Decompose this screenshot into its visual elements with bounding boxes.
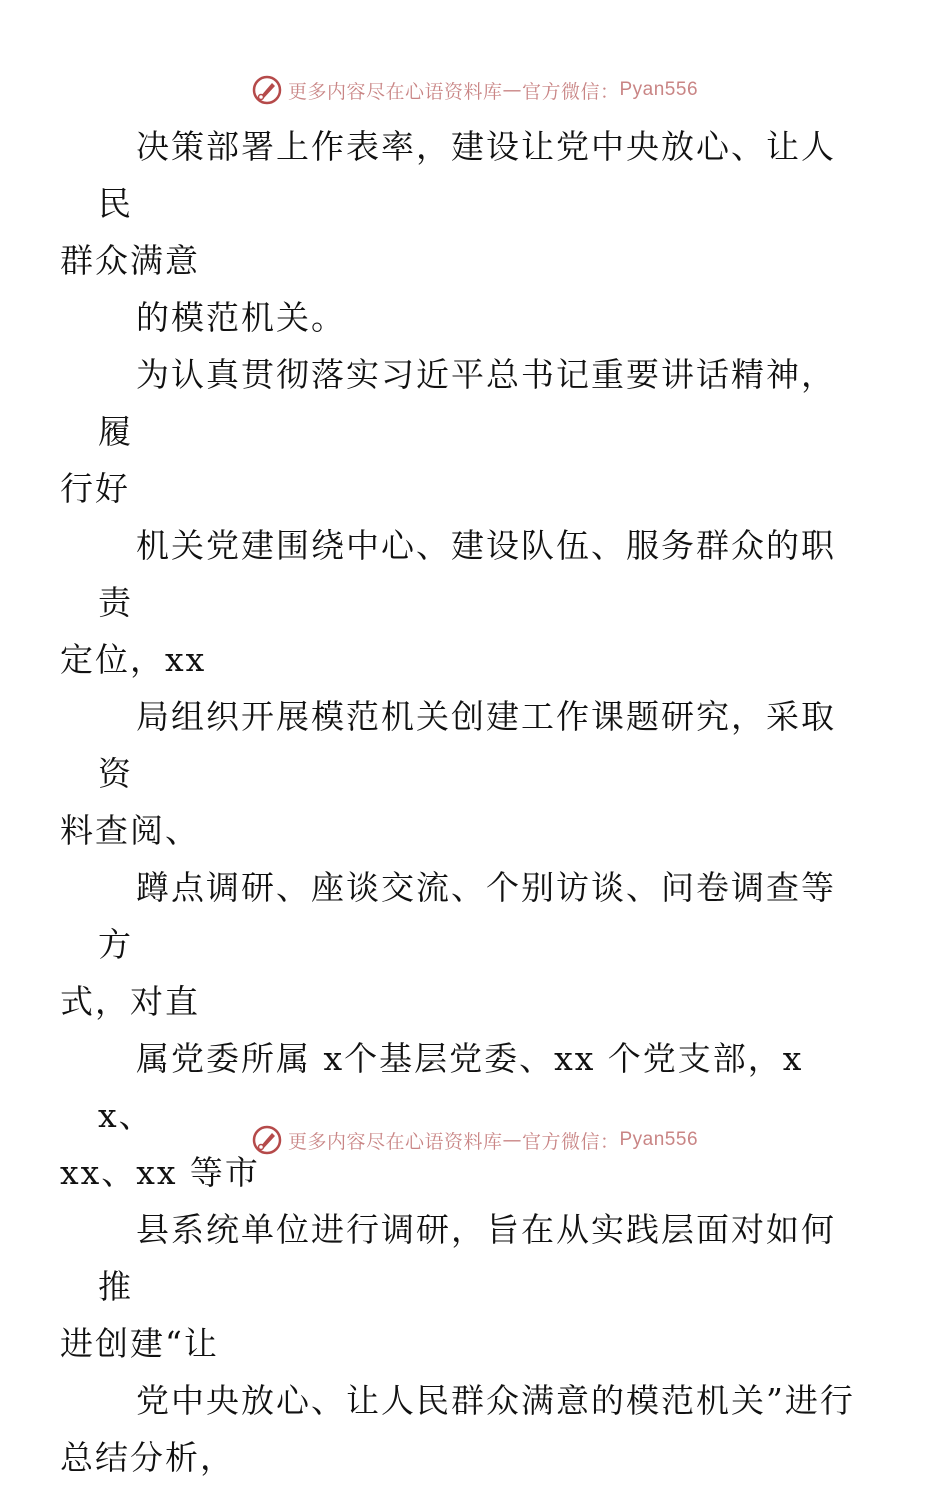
- watermark-site-text: 更多内容尽在心语资料库: [287, 80, 503, 103]
- watermark-separator: —: [502, 79, 522, 101]
- document-body: [60, 118, 858, 1486]
- watermark-wechat-id: Pyan556: [619, 1129, 699, 1150]
- paragraph: [60, 1372, 858, 1486]
- paragraph-line: 总结分析，: [60, 1438, 235, 1477]
- paragraph: [60, 118, 858, 289]
- paragraph-line: 式，对直: [60, 982, 200, 1021]
- paragraph: [98, 289, 858, 346]
- paragraph-line: 属党委所属 x个基层党委、xx 个党支部，xx、: [98, 1039, 804, 1135]
- paragraph: [60, 859, 858, 1030]
- watermark-separator: —: [502, 1129, 522, 1151]
- paragraph-line: 料查阅、: [60, 811, 200, 850]
- watermark-wechat-id: Pyan556: [619, 79, 699, 100]
- paragraph: [60, 346, 858, 517]
- header-watermark: [0, 70, 950, 110]
- watermark-official-text: 官方微信：: [521, 80, 620, 103]
- paragraph-line: 党中央放心、让人民群众满意的模范机关”进行: [136, 1381, 855, 1420]
- paragraph-line: 群众满意: [60, 241, 200, 280]
- paragraph: [60, 517, 858, 688]
- watermark-official-text: 官方微信：: [521, 1130, 620, 1153]
- paragraph-line: 机关党建围绕中心、建设队伍、服务群众的职责: [98, 526, 836, 622]
- footer-watermark: [0, 1120, 950, 1160]
- paragraph-line: xx、xx 等市: [60, 1153, 260, 1192]
- paragraph-line: 决策部署上作表率，建设让党中央放心、让人民: [98, 127, 836, 223]
- paragraph: [60, 688, 858, 859]
- pen-logo-icon: [252, 75, 282, 105]
- paragraph-line: 的模范机关。: [136, 298, 346, 337]
- paragraph-line: 定位，xx: [60, 640, 207, 679]
- watermark-site-text: 更多内容尽在心语资料库: [287, 1130, 503, 1153]
- paragraph: [60, 1030, 858, 1201]
- paragraph-line: 局组织开展模范机关创建工作课题研究，采取资: [98, 697, 836, 793]
- paragraph-line: 行好: [60, 469, 130, 508]
- paragraph: [60, 1201, 858, 1372]
- pen-logo-icon: [252, 1125, 282, 1155]
- paragraph-line: 县系统单位进行调研，旨在从实践层面对如何推: [98, 1210, 836, 1306]
- paragraph-line: 蹲点调研、座谈交流、个别访谈、问卷调查等方: [98, 868, 836, 964]
- paragraph-line: 进创建“让: [60, 1324, 219, 1363]
- paragraph-line: 为认真贯彻落实习近平总书记重要讲话精神，履: [98, 355, 836, 451]
